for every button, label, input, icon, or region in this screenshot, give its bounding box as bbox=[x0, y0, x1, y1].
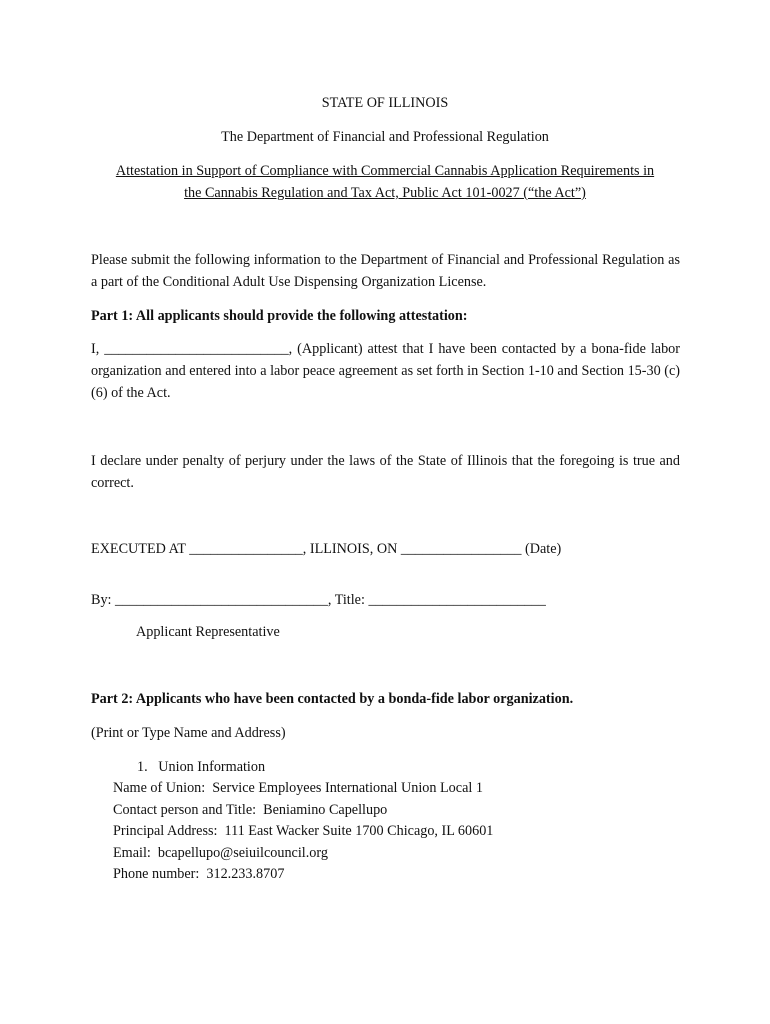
union-phone: Phone number: 312.233.8707 bbox=[113, 866, 285, 882]
union-address: Principal Address: 111 East Wacker Suite 1700 Chicago, IL 60601 bbox=[113, 823, 494, 839]
union-info-list-item: 1. Union Information bbox=[137, 759, 266, 775]
executed-line: EXECUTED AT ________________, ILLINOIS, ON _________________ (Date) bbox=[91, 541, 562, 557]
state-heading: STATE OF ILLINOIS bbox=[321, 95, 449, 111]
part2-instruction: (Print or Type Name and Address) bbox=[91, 725, 286, 741]
part2-heading: Part 2: Applicants who have been contacted by a bonda-fide labor organization. bbox=[91, 691, 574, 707]
department-heading: The Department of Financial and Professional Regulation bbox=[221, 129, 549, 145]
attestation-paragraph: I, __________________________, (Applicant) attest that I have been contacted by a bona-fide labor organization and entered into a labor peace agreement as set forth in Section 1-10 and Section 15-30 (c)(6) of the Act. bbox=[91, 341, 680, 401]
union-contact: Contact person and Title: Beniamino Capellupo bbox=[113, 802, 388, 818]
part1-heading: Part 1: All applicants should provide the following attestation: bbox=[91, 308, 468, 324]
declaration-paragraph: I declare under penalty of perjury under the laws of the State of Illinois that the foregoing is true and correct. bbox=[91, 453, 680, 491]
attestation-title-line-2: the Cannabis Regulation and Tax Act, Public Act 101-0027 (“the Act”) bbox=[184, 185, 586, 201]
attestation-title-line-1: Attestation in Support of Compliance with Commercial Cannabis Application Requirements in bbox=[115, 163, 655, 179]
union-email: Email: bcapellupo@seiuilcouncil.org bbox=[113, 845, 328, 861]
signature-line: By: ______________________________, Title: _________________________ bbox=[91, 592, 546, 608]
union-name: Name of Union: Service Employees International Union Local 1 bbox=[113, 780, 483, 796]
intro-paragraph: Please submit the following information to the Department of Financial and Professional Regulation as a part of the Conditional Adult Use Dispensing Organization License. bbox=[91, 252, 680, 290]
representative-label: Applicant Representative bbox=[136, 624, 280, 640]
